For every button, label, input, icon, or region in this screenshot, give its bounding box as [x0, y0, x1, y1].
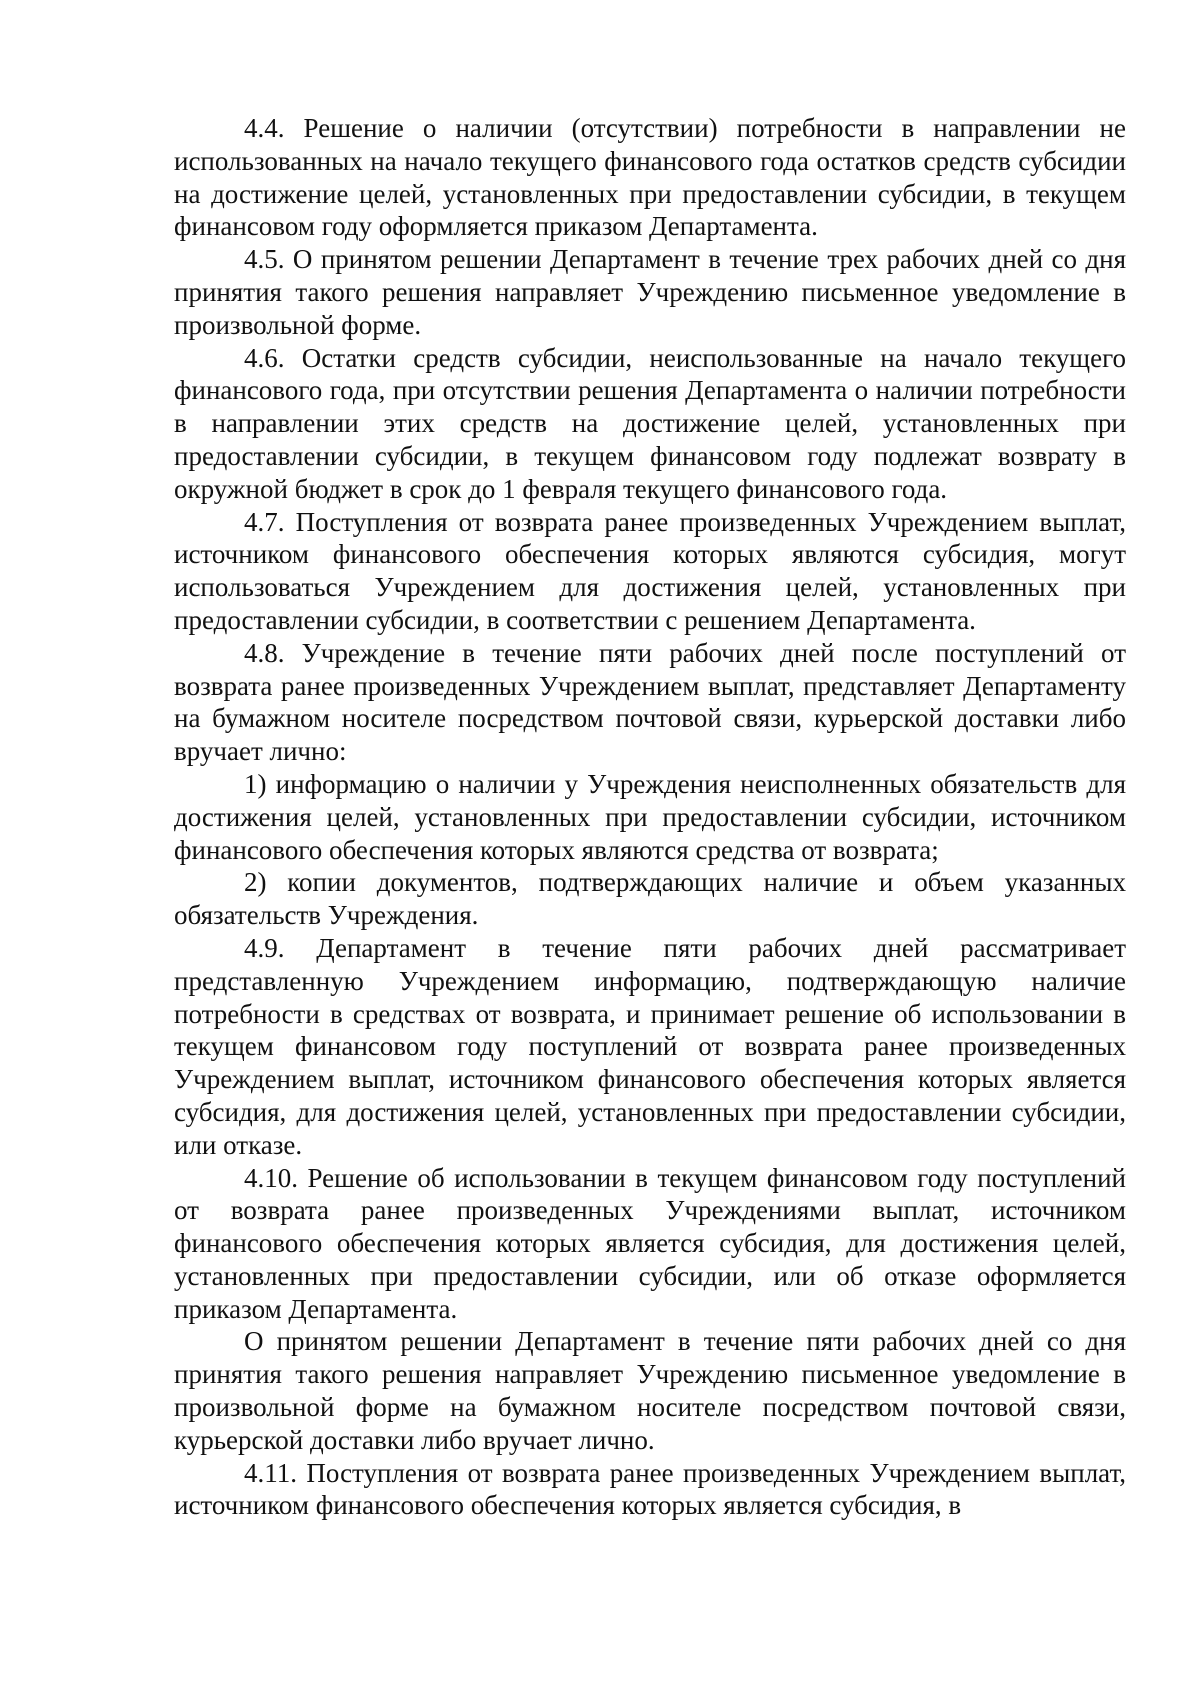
paragraph-decision-notice: О принятом решении Департамент в течение пяти рабочих дней со дня принятия такого решения направляет Учреждению письменное уведомление в произвольной форме на бумажном носителе посредством почтовой связи, курьерской доставки либо вручает лично. [174, 1326, 1126, 1455]
paragraph-4-5: 4.5. О принятом решении Департамент в течение трех рабочих дней со дня принятия такого решения направляет Учреждению письменное уведомление в произвольной форме. [174, 244, 1126, 340]
document-body [174, 112, 1126, 1522]
paragraph-4-11: 4.11. Поступления от возврата ранее произведенных Учреждением выплат, источником финансового обеспечения которых является субсидия, в [174, 1457, 1126, 1521]
list-item-2: 2) копии документов, подтверждающих наличие и объем указанных обязательств Учреждения. [174, 867, 1126, 931]
paragraph-4-6: 4.6. Остатки средств субсидии, неиспользованные на начало текущего финансового года, при отсутствии решения Департамента о наличии потребности в направлении этих средств на достижение целей, установленных при предоставлении субсидии, в текущем финансовом году подлежат возврату в окружной бюджет в срок до 1 февраля текущего финансового года. [174, 342, 1126, 504]
paragraph-4-9: 4.9. Департамент в течение пяти рабочих дней рассматривает представленную Учреждением информацию, подтверждающую наличие потребности в средствах от возврата, и принимает решение об использовании в текущем финансовом году поступлений от возврата ранее произведенных Учреждением выплат, источником финансового обеспечения которых является субсидия, для достижения целей, установленных при предоставлении субсидии, или отказе. [174, 932, 1126, 1160]
paragraph-4-10: 4.10. Решение об использовании в текущем финансовом году поступлений от возврата ранее произведенных Учреждениями выплат, источником финансового обеспечения которых является субсидия, для достижения целей, установленных при предоставлении субсидии, или об отказе оформляется приказом Департамента. [174, 1162, 1126, 1324]
paragraph-4-8: 4.8. Учреждение в течение пяти рабочих дней после поступлений от возврата ранее произведенных Учреждением выплат, представляет Департаменту на бумажном носителе посредством почтовой связи, курьерской доставки либо вручает лично: [174, 637, 1126, 767]
paragraph-4-4: 4.4. Решение о наличии (отсутствии) потребности в направлении не использованных на начало текущего финансового года остатков средств субсидии на достижение целей, установленных при предоставлении субсидии, в текущем финансовом году оформляется приказом Департамента. [174, 113, 1126, 242]
paragraph-4-7: 4.7. Поступления от возврата ранее произведенных Учреждением выплат, источником финансового обеспечения которых являются субсидия, могут использоваться Учреждением для достижения целей, установленных при предоставлении субсидии, в соответствии с решением Департамента. [174, 506, 1126, 635]
list-item-1: 1) информацию о наличии у Учреждения неисполненных обязательств для достижения целей, установленных при предоставлении субсидии, источником финансового обеспечения которых являются средства от возврата; [174, 768, 1126, 865]
